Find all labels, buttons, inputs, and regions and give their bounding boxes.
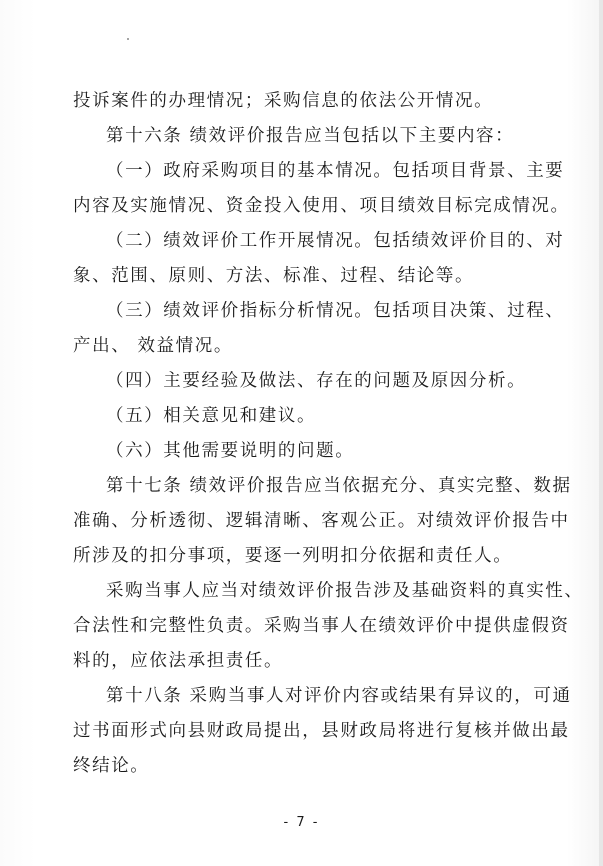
article-16-heading: 第十六条 绩效评价报告应当包括以下主要内容： [106,126,515,146]
article-18-heading: 第十八条 采购当事人对评价内容或结果有异议的，可通 [106,686,572,706]
paragraph-line: 象、范围、原则、方法、标准、过程、结论等。 [73,266,475,286]
paragraph-line: （二）绩效评价工作开展情况。包括绩效评价目的、对 [106,231,565,251]
page-number: - 7 - [283,815,320,830]
paragraph-line: 终结论。 [73,756,150,776]
paragraph-line: （四）主要经验及做法、存在的问题及原因分析。 [106,371,527,391]
paragraph-line: 内容及实施情况、资金投入使用、项目绩效目标完成情况。 [73,196,570,216]
paragraph-line: 料的，应依法承担责任。 [73,651,284,671]
paragraph-line: （一）政府采购项目的基本情况。包括项目背景、主要 [106,161,565,181]
paragraph-line: （三）绩效评价指标分析情况。包括项目决策、过程、 [106,301,565,321]
paragraph-line: 合法性和完整性负责。采购当事人在绩效评价中提供虚假资 [73,616,570,636]
paragraph-line: 投诉案件的办理情况；采购信息的依法公开情况。 [73,91,494,111]
article-17-heading: 第十七条 绩效评价报告应当依据充分、真实完整、数据 [106,476,572,496]
page-edge-shadow [599,0,603,866]
paragraph-line: 过书面形式向县财政局提出，县财政局将进行复核并做出最 [73,721,570,741]
paragraph-line: （六）其他需要说明的问题。 [106,441,355,461]
paragraph-line: 采购当事人应当对绩效评价报告涉及基础资料的真实性、 [106,581,584,601]
paragraph-line: （五）相关意见和建议。 [106,406,317,426]
paragraph-line: 准确、分析透彻、逻辑清晰、客观公正。对绩效评价报告中 [73,511,570,531]
scan-speck [127,38,129,40]
paragraph-line: 所涉及的扣分事项，要逐一列明扣分依据和责任人。 [73,546,513,566]
paragraph-line: 产出、 效益情况。 [73,336,233,356]
